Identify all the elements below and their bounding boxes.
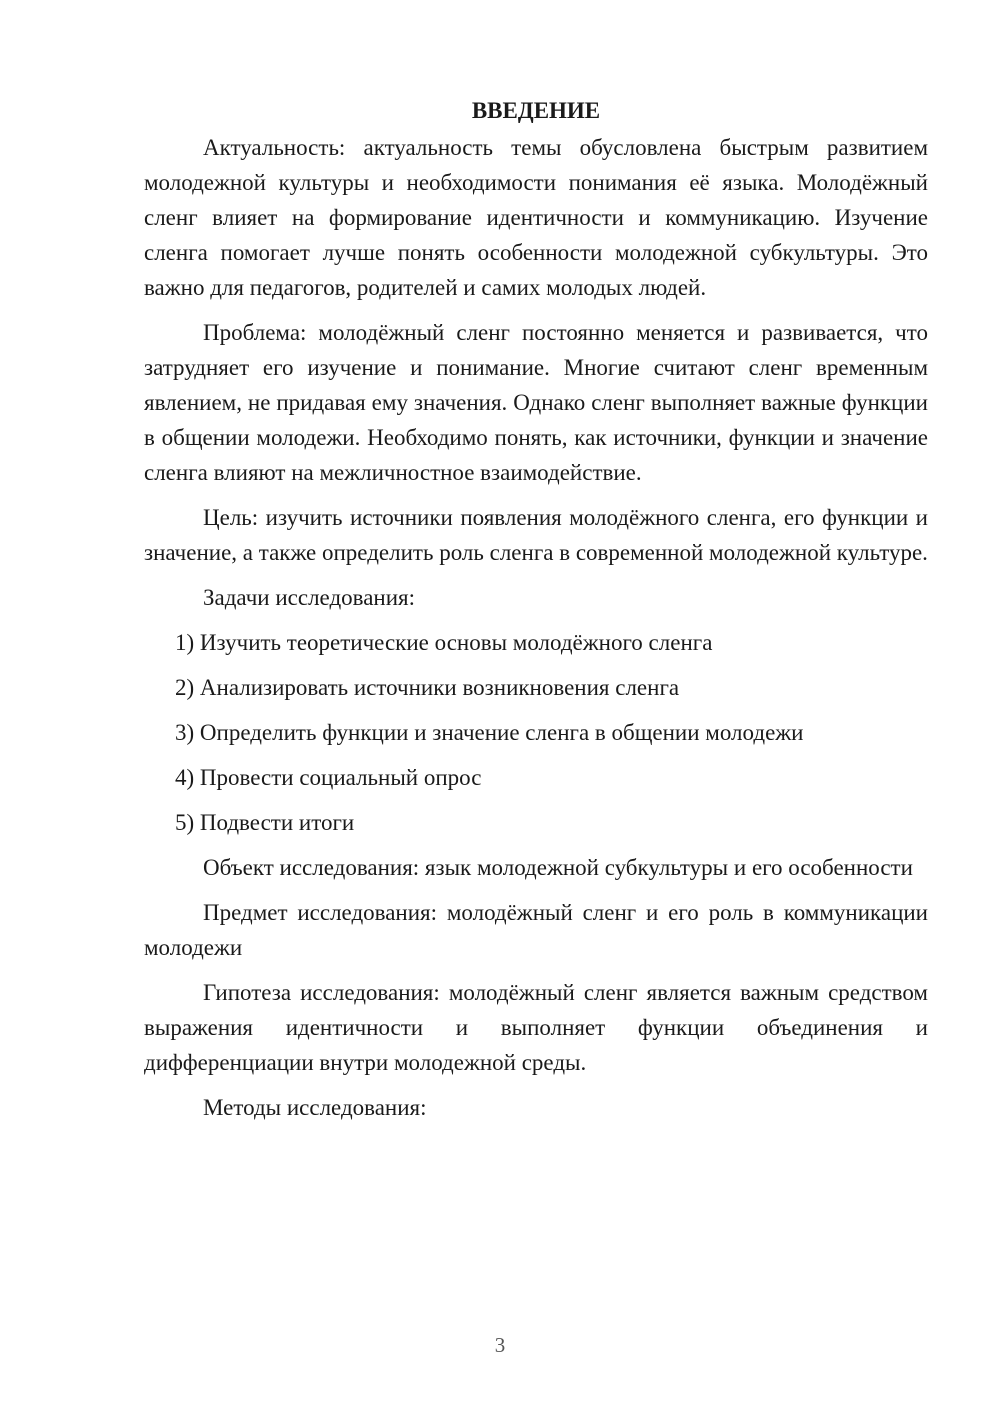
list-item: 5) Подвести итоги xyxy=(175,810,355,835)
relevance-paragraph: Актуальность: актуальность темы обусловлена быстрым развитием молодежной культуры и необходимости понимания её языка. Молодёжный сленг влияет на формирование идентичности и коммуникацию. Изучение сленга помогает лучше понять особенности молодежной субкультуры. Это важно для педагогов, родителей и самих молодых людей. xyxy=(144,135,928,300)
methods-paragraph: Методы исследования: xyxy=(203,1095,427,1120)
page-number: 3 xyxy=(494,1333,506,1357)
page-heading: ВВЕДЕНИЕ xyxy=(471,98,601,123)
list-item: 1) Изучить теоретические основы молодёжного сленга xyxy=(175,630,713,655)
tasks-title: Задачи исследования: xyxy=(203,585,416,610)
list-item: 2) Анализировать источники возникновения сленга xyxy=(175,675,680,700)
list-item: 3) Определить функции и значение сленга в общении молодежи xyxy=(175,720,804,745)
subject-paragraph: Предмет исследования: молодёжный сленг и его роль в коммуникации молодежи xyxy=(144,900,928,960)
goal-paragraph: Цель: изучить источники появления молодёжного сленга, его функции и значение, а также определить роль сленга в современной молодежной культуре. xyxy=(144,505,928,565)
page-content xyxy=(144,96,928,1135)
tasks-list xyxy=(144,625,928,840)
object-paragraph: Объект исследования: язык молодежной субкультуры и его особенности xyxy=(203,855,913,880)
problem-paragraph: Проблема: молодёжный сленг постоянно меняется и развивается, что затрудняет его изучение и понимание. Многие считают сленг временным явлением, не придавая ему значения. Однако сленг выполняет важные функции в общении молодежи. Необходимо понять, как источники, функции и значение сленга влияют на межличностное взаимодействие. xyxy=(144,320,928,485)
list-item: 4) Провести социальный опрос xyxy=(175,765,482,790)
hypothesis-paragraph: Гипотеза исследования: молодёжный сленг является важным средством выражения идентичности и выполняет функции объединения и дифференциации внутри молодежной среды. xyxy=(144,980,928,1075)
